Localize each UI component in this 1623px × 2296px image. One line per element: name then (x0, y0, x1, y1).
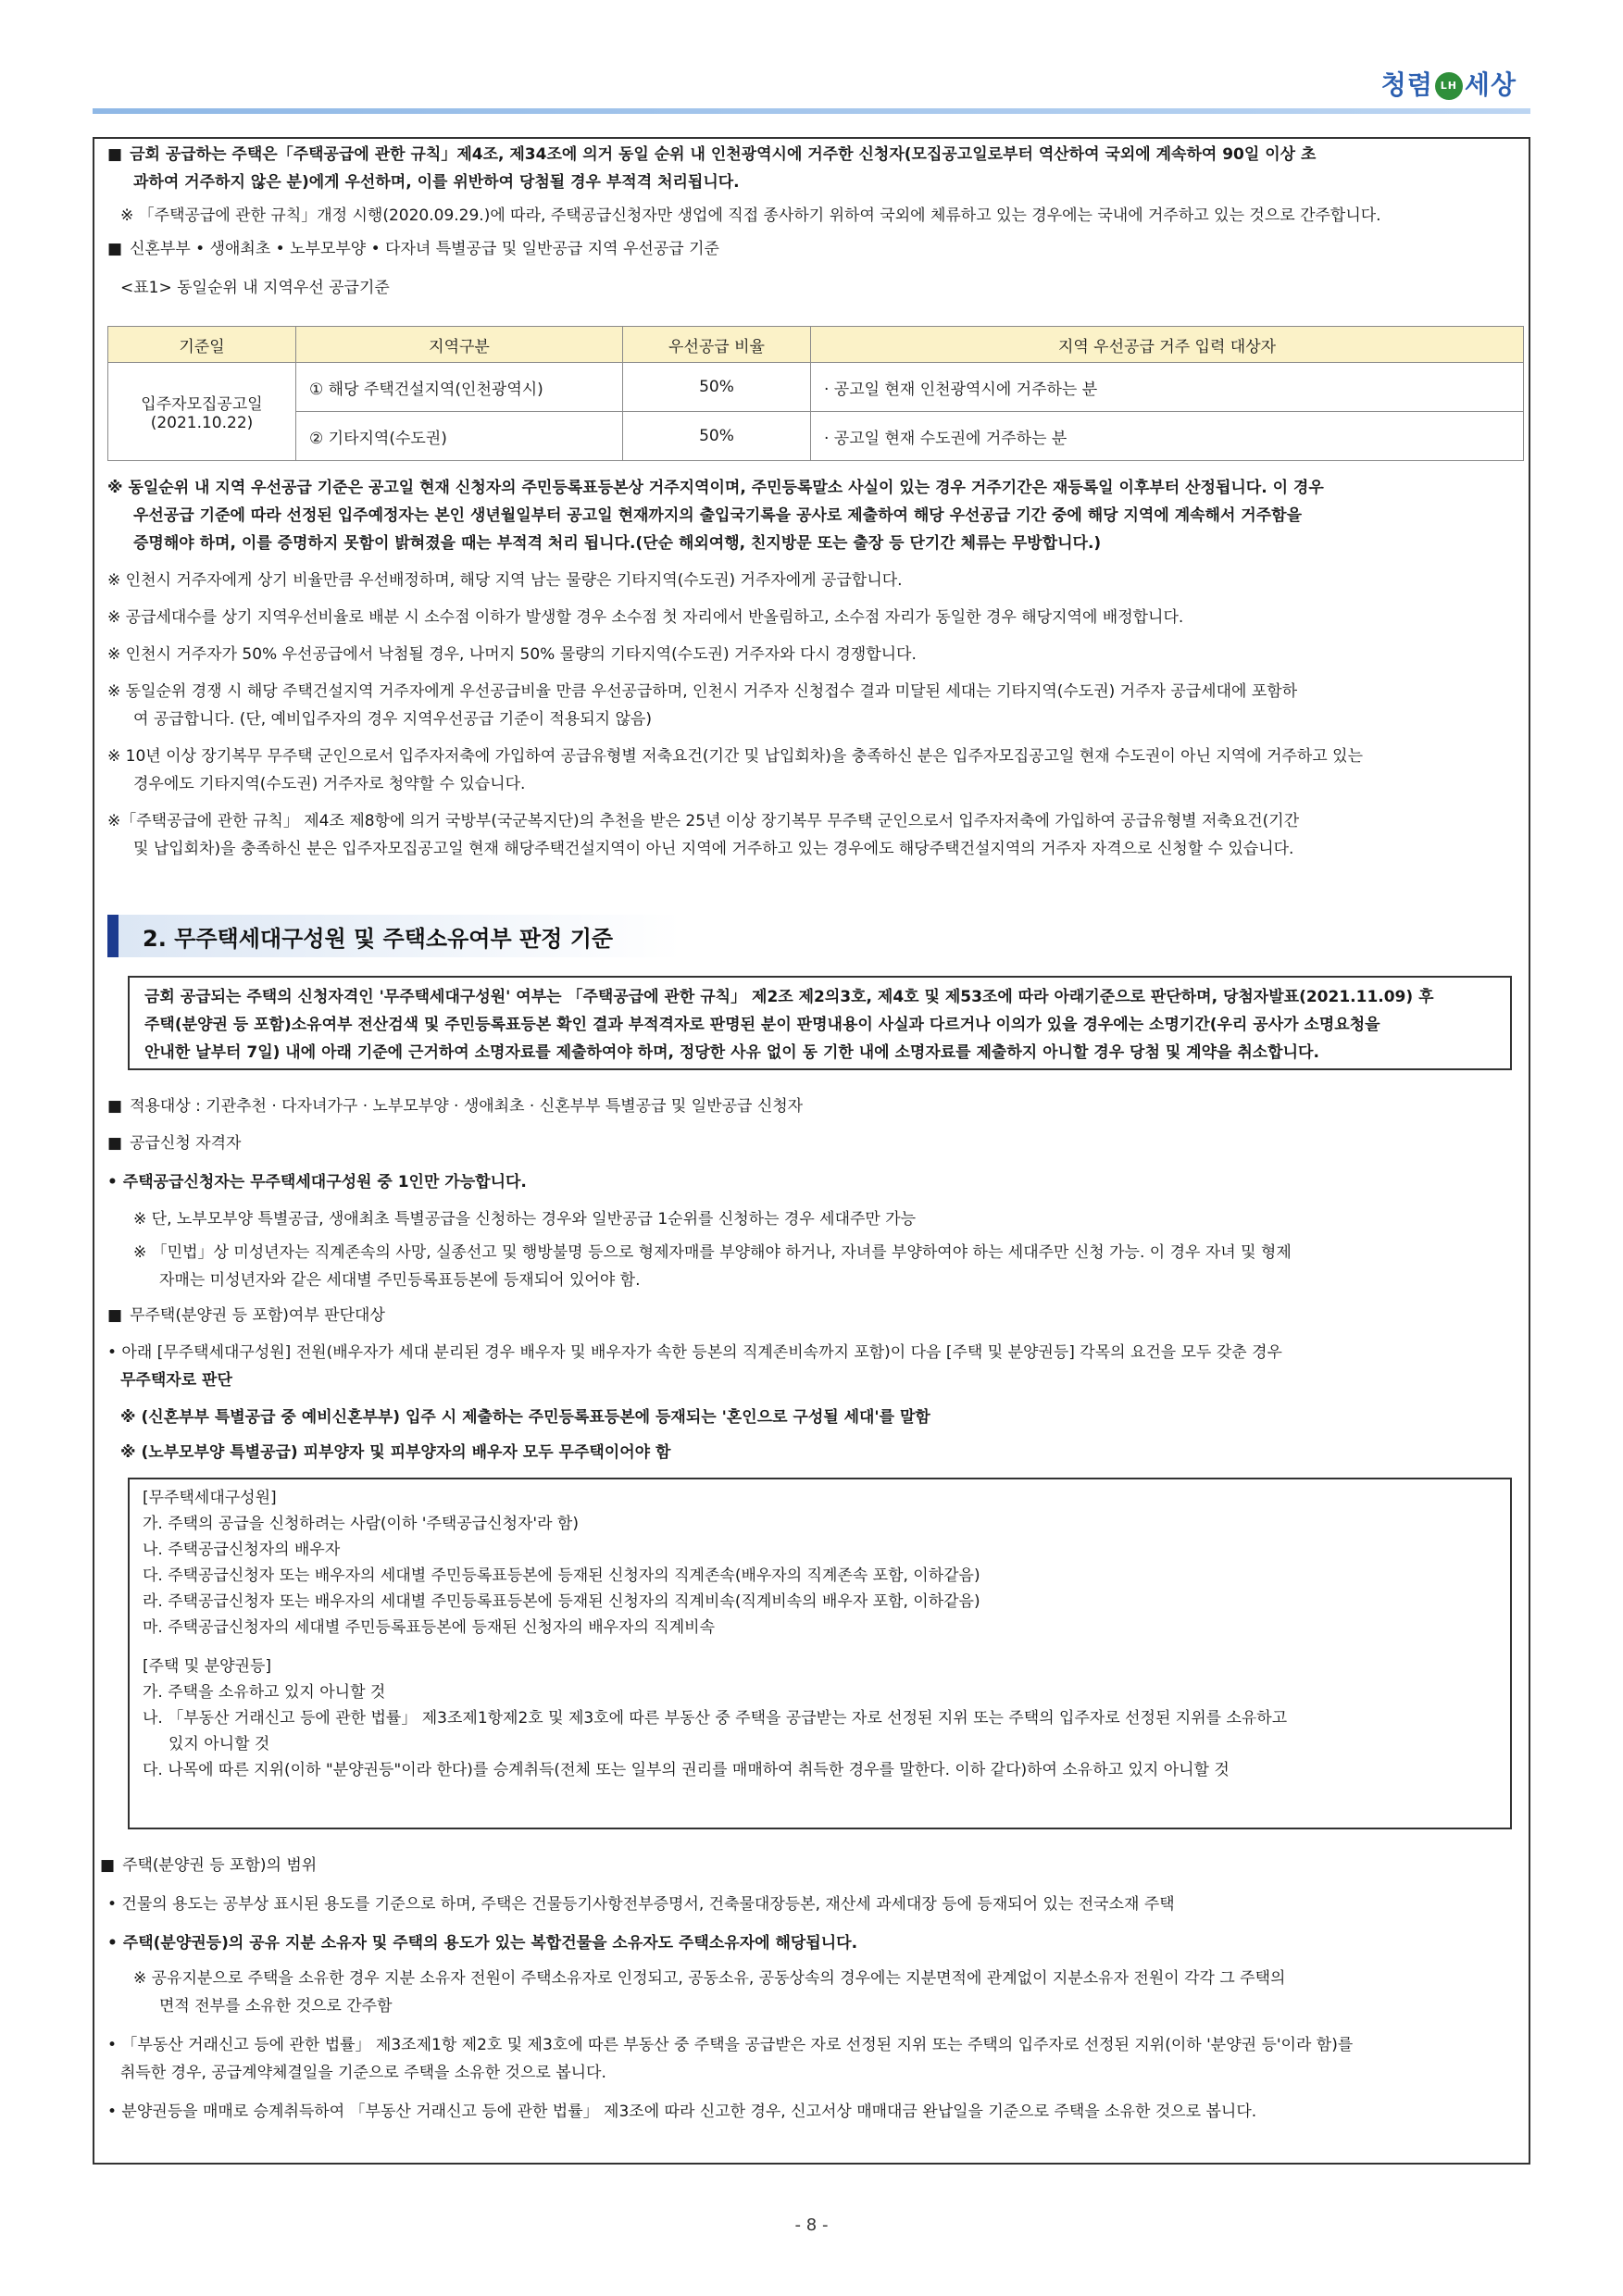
box-line: 마. 주택공급신청자의 세대별 주민등록표등본에 등재된 신청자의 배우자의 직계비속 (143, 1618, 715, 1637)
scope-bullet: • 건물의 용도는 공부상 표시된 용도를 기준으로 하며, 주택은 건물등기사항전부증명서, 건축물대장등본, 재산세 과세대장 등에 등재되어 있는 전국소재 주택 (107, 1895, 1175, 1914)
target-cell: · 공고일 현재 수도권에 거주하는 분 (811, 412, 1524, 461)
scope-bullet: • 주택(분양권등)의 공유 지분 소유자 및 주택의 용도가 있는 복합건물을 소유자도 주택소유자에 해당됩니다. (107, 1934, 858, 1953)
note-line: ※ 10년 이상 장기복무 무주택 군인으로서 입주자저축에 가입하여 공급유형별 저축요건(기간 및 납입회차)을 충족하신 분은 입주자모집공고일 현재 수도권이 아닌 지역에 거주하고 있는 (107, 747, 1364, 766)
logo-text-right: 세상 (1464, 69, 1517, 100)
judge-bullet: 무주택자로 판단 (120, 1371, 232, 1390)
base-date-value: (2021.10.22) (150, 414, 254, 432)
page-number: - 8 - (794, 2215, 829, 2235)
qualify-note: 자매는 미성년자와 같은 세대별 주민등록표등본에 등재되어 있어야 함. (159, 1271, 641, 1290)
section-bar (107, 915, 119, 957)
note-line: 및 납입회차)을 충족하신 분은 입주자모집공고일 현재 해당주택건설지역이 아닌 지역에 거주하고 있는 경우에도 해당주택건설지역의 거주자 자격으로 신청할 수 있습니다. (133, 840, 1294, 858)
intro-p1-line1: ■ 금회 공급하는 주택은「주택공급에 관한 규칙」제4조, 제34조에 의거 동일 순위 내 인천광역시에 거주한 신청자(모집공고일로부터 역산하여 국외에 계속하여 90일 이상 초 (107, 141, 1516, 168)
note-line: 여 공급합니다. (단, 예비입주자의 경우 지역우선공급 기준이 적용되지 않음) (133, 710, 652, 729)
scope-bullet: • 「부동산 거래신고 등에 관한 법률」 제3조제1항 제2호 및 제3호에 따른 부동산 중 주택을 공급받은 자로 선정된 지위 또는 주택의 입주자로 선정된 지위(이하 '분양권 등'이라 함)를 (107, 2036, 1354, 2054)
base-date-cell (108, 363, 296, 461)
table-header-row (108, 327, 1524, 363)
intro-note1: ※ 「주택공급에 관한 규칙」개정 시행(2020.09.29.)에 따라, 주택공급신청자만 생업에 직접 종사하기 위하여 국외에 체류하고 있는 경우에는 국내에 거주하고 있는 것으로 간주합니다. (120, 206, 1381, 225)
ratio-cell: 50% (623, 412, 811, 461)
judge-note: ※ (노부모부양 특별공급) 피부양자 및 피부양자의 배우자 모두 무주택이어야 함 (120, 1443, 671, 1462)
box-line: 가. 주택의 공급을 신청하려는 사람(이하 '주택공급신청자'라 함) (143, 1515, 579, 1533)
scope-bullet: 취득한 경우, 공급계약체결일을 기준으로 주택을 소유한 것으로 봅니다. (120, 2064, 606, 2082)
box-line: 다. 주택공급신청자 또는 배우자의 세대별 주민등록표등본에 등재된 신청자의 직계존속(배우자의 직계존속 포함, 이하같음) (143, 1566, 980, 1585)
note-line: 증명해야 하며, 이를 증명하지 못함이 밝혀졌을 때는 부적격 처리 됩니다.(단순 해외여행, 친지방문 또는 출장 등 단기간 체류는 무방합니다.) (133, 534, 1102, 553)
logo (1381, 65, 1517, 102)
criteria-line: 금회 공급되는 주택의 신청자격인 '무주택세대구성원' 여부는 「주택공급에 관한 규칙」 제2조 제2의3호, 제4호 및 제53조에 따라 아래기준으로 판단하며, 당첨자발표(2021.11.09) 후 (144, 988, 1434, 1006)
region-priority-table (107, 326, 1524, 461)
table-caption: <표1> 동일순위 내 지역우선 공급기준 (120, 279, 390, 297)
logo-text-left: 청렴 (1380, 69, 1433, 100)
target-cell: · 공고일 현재 인천광역시에 거주하는 분 (811, 363, 1524, 412)
qualify-note: ※ 「민법」상 미성년자는 직계존속의 사망, 실종선고 및 행방불명 등으로 형제자매를 부양해야 하거나, 자녀를 부양하여야 하는 세대주만 신청 가능. 이 경우 자녀 및 형제 (133, 1243, 1292, 1262)
scope-note: 면적 전부를 소유한 것으로 간주함 (159, 1997, 393, 2015)
ratio-cell: 50% (623, 363, 811, 412)
note-line: ※ 동일순위 경쟁 시 해당 주택건설지역 거주자에게 우선공급비율 만큼 우선공급하며, 인천시 거주자 신청접수 결과 미달된 세대는 기타지역(수도권) 거주자 공급세대에 포함하 (107, 682, 1298, 701)
scope-heading: ■ 주택(분양권 등 포함)의 범위 (100, 1852, 1516, 1879)
definition-box (128, 1478, 1512, 1829)
note-line: ※ 인천시 거주자에게 상기 비율만큼 우선배정하며, 해당 지역 남는 물량은 기타지역(수도권) 거주자에게 공급합니다. (107, 571, 903, 590)
criteria-box (128, 976, 1512, 1070)
table-header: 지역구분 (296, 327, 623, 363)
region-cell: ① 해당 주택건설지역(인천광역시) (296, 363, 623, 412)
content-frame (93, 137, 1530, 2165)
box-line: 나. 주택공급신청자의 배우자 (143, 1541, 341, 1559)
table-row (108, 412, 1524, 461)
table-header: 기준일 (108, 327, 296, 363)
judge-bullet: • 아래 [무주택세대구성원] 전원(배우자가 세대 분리된 경우 배우자 및 배우자가 속한 등본의 직계존비속까지 포함)이 다음 [주택 및 분양권등] 각목의 요건을 모두 갖춘 경우 (107, 1343, 1282, 1362)
apply-target: ■ 적용대상 : 기관추천 · 다자녀가구 · 노부모부양 · 생애최초 · 신혼부부 특별공급 및 일반공급 신청자 (107, 1092, 1516, 1120)
judge-heading: ■ 무주택(분양권 등 포함)여부 판단대상 (107, 1302, 1516, 1329)
table-row (108, 363, 1524, 412)
note-line: ※ 인천시 거주자가 50% 우선공급에서 낙첨될 경우, 나머지 50% 물량의 기타지역(수도권) 거주자와 다시 경쟁합니다. (107, 645, 917, 664)
qualify-note: ※ 단, 노부모부양 특별공급, 생애최초 특별공급을 신청하는 경우와 일반공급 1순위를 신청하는 경우 세대주만 가능 (133, 1210, 917, 1229)
qualify-heading: ■ 공급신청 자격자 (107, 1129, 1516, 1157)
table-header: 우선공급 비율 (623, 327, 811, 363)
header-bar (93, 108, 1530, 114)
box-line: 다. 나목에 따른 지위(이하 "분양권등"이라 한다)를 승계취득(전체 또는 일부의 권리를 매매하여 취득한 경우를 말한다. 이하 같다)하여 소유하고 있지 아니할 것 (143, 1761, 1230, 1779)
table-header: 지역 우선공급 거주 입력 대상자 (811, 327, 1524, 363)
logo-mark-icon: LH (1435, 72, 1463, 100)
box-line: 가. 주택을 소유하고 있지 아니할 것 (143, 1683, 386, 1702)
intro-p1-line2: 과하여 거주하지 않은 분)에게 우선하며, 이를 위반하여 당첨될 경우 부적격 처리됩니다. (133, 173, 740, 192)
section2-heading (107, 915, 681, 957)
box-line: 나. 「부동산 거래신고 등에 관한 법률」 제3조제1항제2호 및 제3호에 따른 부동산 중 주택을 공급받는 자로 선정된 지위 또는 주택의 입주자로 선정된 지위를 소유하고 (143, 1709, 1288, 1728)
box-heading: [무주택세대구성원] (143, 1489, 277, 1507)
base-date-label: 입주자모집공고일 (141, 395, 263, 414)
section2-title: 2. 무주택세대구성원 및 주택소유여부 판정 기준 (143, 926, 614, 952)
note-line: ※「주택공급에 관한 규칙」 제4조 제8항에 의거 국방부(국군복지단)의 추천을 받은 25년 이상 장기복무 무주택 군인으로서 입주자저축에 가입하여 공급유형별 저축요건(기간 (107, 812, 1300, 830)
box-line: 라. 주택공급신청자 또는 배우자의 세대별 주민등록표등본에 등재된 신청자의 직계비속(직계비속의 배우자 포함, 이하같음) (143, 1592, 980, 1611)
note-line: ※ 공급세대수를 상기 지역우선비율로 배분 시 소수점 이하가 발생할 경우 소수점 첫 자리에서 반올림하고, 소수점 자리가 동일한 경우 해당지역에 배정합니다. (107, 608, 1184, 627)
note-line: ※ 동일순위 내 지역 우선공급 기준은 공고일 현재 신청자의 주민등록표등본상 거주지역이며, 주민등록말소 사실이 있는 경우 거주기간은 재등록일 이후부터 산정됩니다. 이 경우 (107, 479, 1324, 497)
box-heading: [주택 및 분양권등] (143, 1657, 272, 1676)
note-line: 우선공급 기준에 따라 선정된 입주예정자는 본인 생년월일부터 공고일 현재까지의 출입국기록을 공사로 제출하여 해당 우선공급 기간 중에 해당 지역에 계속해서 거주함을 (133, 506, 1302, 525)
scope-note: ※ 공유지분으로 주택을 소유한 경우 지분 소유자 전원이 주택소유자로 인정되고, 공동소유, 공동상속의 경우에는 지분면적에 관계없이 지분소유자 전원이 각각 그 주택의 (133, 1969, 1286, 1988)
criteria-line: 안내한 날부터 7일) 내에 아래 기준에 근거하여 소명자료를 제출하여야 하며, 정당한 사유 없이 동 기한 내에 소명자료를 제출하지 아니할 경우 당첨 및 계약을 취소합니다. (144, 1043, 1319, 1062)
region-cell: ② 기타지역(수도권) (296, 412, 623, 461)
qualify-bullet: • 주택공급신청자는 무주택세대구성원 중 1인만 가능합니다. (107, 1173, 527, 1192)
criteria-line: 주택(분양권 등 포함)소유여부 전산검색 및 주민등록표등본 확인 결과 부적격자로 판명된 분이 판명내용이 사실과 다르거나 이의가 있을 경우에는 소명기간(우리 공사가 소명요청을 (144, 1016, 1380, 1034)
box-line: 있지 아니할 것 (169, 1735, 270, 1753)
intro-p2: ■ 신혼부부 • 생애최초 • 노부모부양 • 다자녀 특별공급 및 일반공급 지역 우선공급 기준 (107, 235, 1516, 263)
note-line: 경우에도 기타지역(수도권) 거주자로 청약할 수 있습니다. (133, 775, 526, 793)
scope-bullet: • 분양권등을 매매로 승계취득하여 「부동산 거래신고 등에 관한 법률」 제3조에 따라 신고한 경우, 신고서상 매매대금 완납일을 기준으로 주택을 소유한 것으로 봅니다. (107, 2103, 1257, 2121)
judge-note: ※ (신혼부부 특별공급 중 예비신혼부부) 입주 시 제출하는 주민등록표등본에 등재되는 '혼인으로 구성될 세대'를 말함 (120, 1408, 930, 1427)
